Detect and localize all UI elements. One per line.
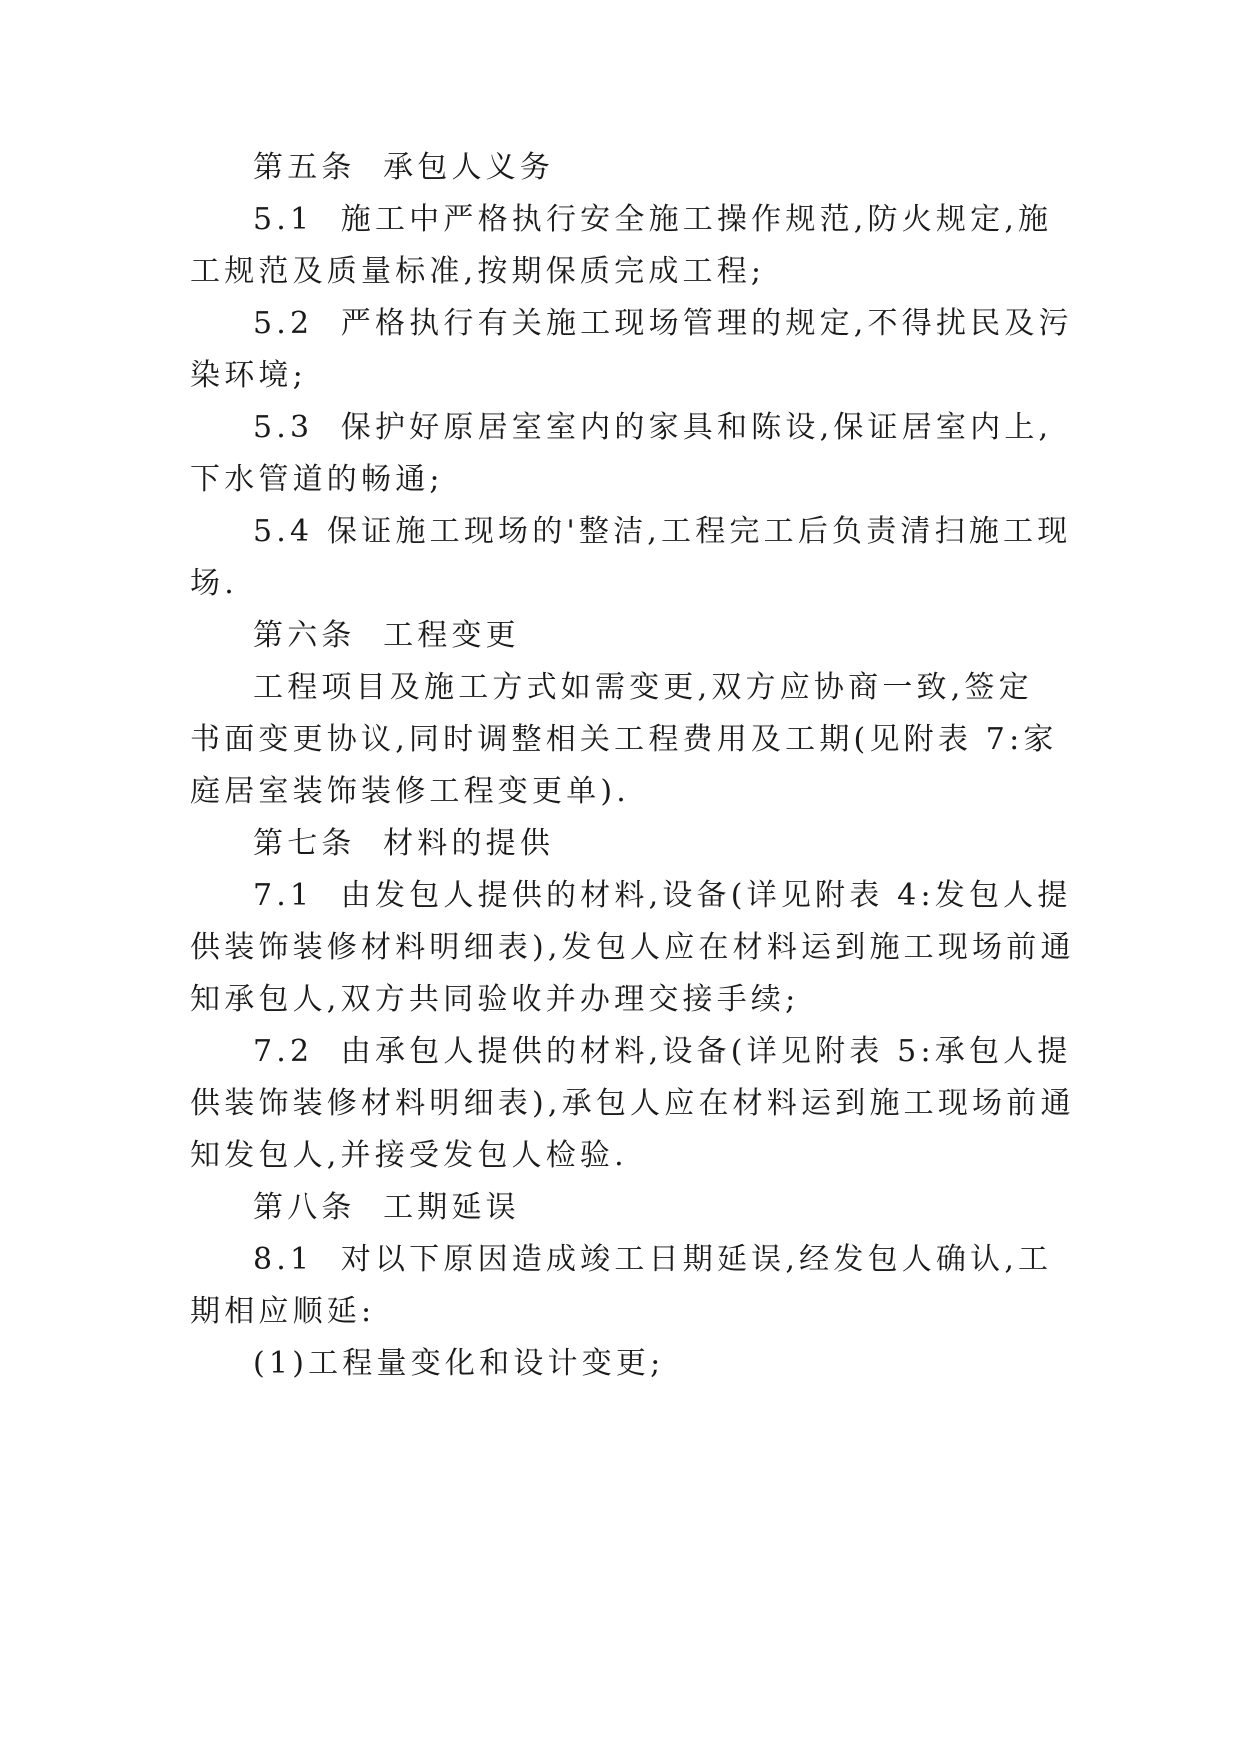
clause-5-1-line-2: 工规范及质量标准,按期保质完成工程; <box>190 254 766 289</box>
clause-7-2-line-3: 知发包人,并接受发包人检验. <box>190 1138 628 1173</box>
article-6-text-line-1: 工程项目及施工方式如需变更,双方应协商一致,签定 <box>253 670 1033 705</box>
clause-5-2-line-2: 染环境; <box>190 358 307 393</box>
clause-7-1-line-1: 7.1 由发包人提供的材料,设备(详见附表 4:发包人提 <box>253 878 1072 913</box>
clause-5-4-line-1: 5.4 保证施工现场的'整洁,工程完工后负责清扫施工现 <box>253 514 1072 549</box>
article-6-text-line-2: 书面变更协议,同时调整相关工程费用及工期(见附表 7:家 <box>190 722 1058 757</box>
clause-7-2-line-1: 7.2 由承包人提供的材料,设备(详见附表 5:承包人提 <box>253 1034 1072 1069</box>
clause-7-1-line-3: 知承包人,双方共同验收并办理交接手续; <box>190 982 800 1017</box>
clause-8-1-line-1: 8.1 对以下原因造成竣工日期延误,经发包人确认,工 <box>253 1242 1053 1277</box>
article-7-heading: 第七条 材料的提供 <box>253 826 555 861</box>
clause-5-1-line-1: 5.1 施工中严格执行安全施工操作规范,防火规定,施 <box>253 202 1053 237</box>
clause-5-2-line-1: 5.2 严格执行有关施工现场管理的规定,不得扰民及污 <box>253 306 1073 341</box>
clause-5-3-line-2: 下水管道的畅通; <box>190 462 444 497</box>
article-6-heading: 第六条 工程变更 <box>253 618 520 653</box>
article-5-heading: 第五条 承包人义务 <box>253 150 555 185</box>
clause-5-3-line-1: 5.3 保护好原居室室内的家具和陈设,保证居室内上, <box>253 410 1053 445</box>
article-6-text-line-3: 庭居室装饰装修工程变更单). <box>190 774 631 809</box>
article-8-heading: 第八条 工期延误 <box>253 1190 520 1225</box>
clause-8-1-item-1: (1)工程量变化和设计变更; <box>253 1346 665 1381</box>
clause-7-2-line-2: 供装饰装修材料明细表),承包人应在材料运到施工现场前通 <box>190 1086 1075 1121</box>
clause-7-1-line-2: 供装饰装修材料明细表),发包人应在材料运到施工现场前通 <box>190 930 1075 965</box>
clause-8-1-line-2: 期相应顺延: <box>190 1294 376 1329</box>
clause-5-4-line-2: 场. <box>190 566 238 601</box>
